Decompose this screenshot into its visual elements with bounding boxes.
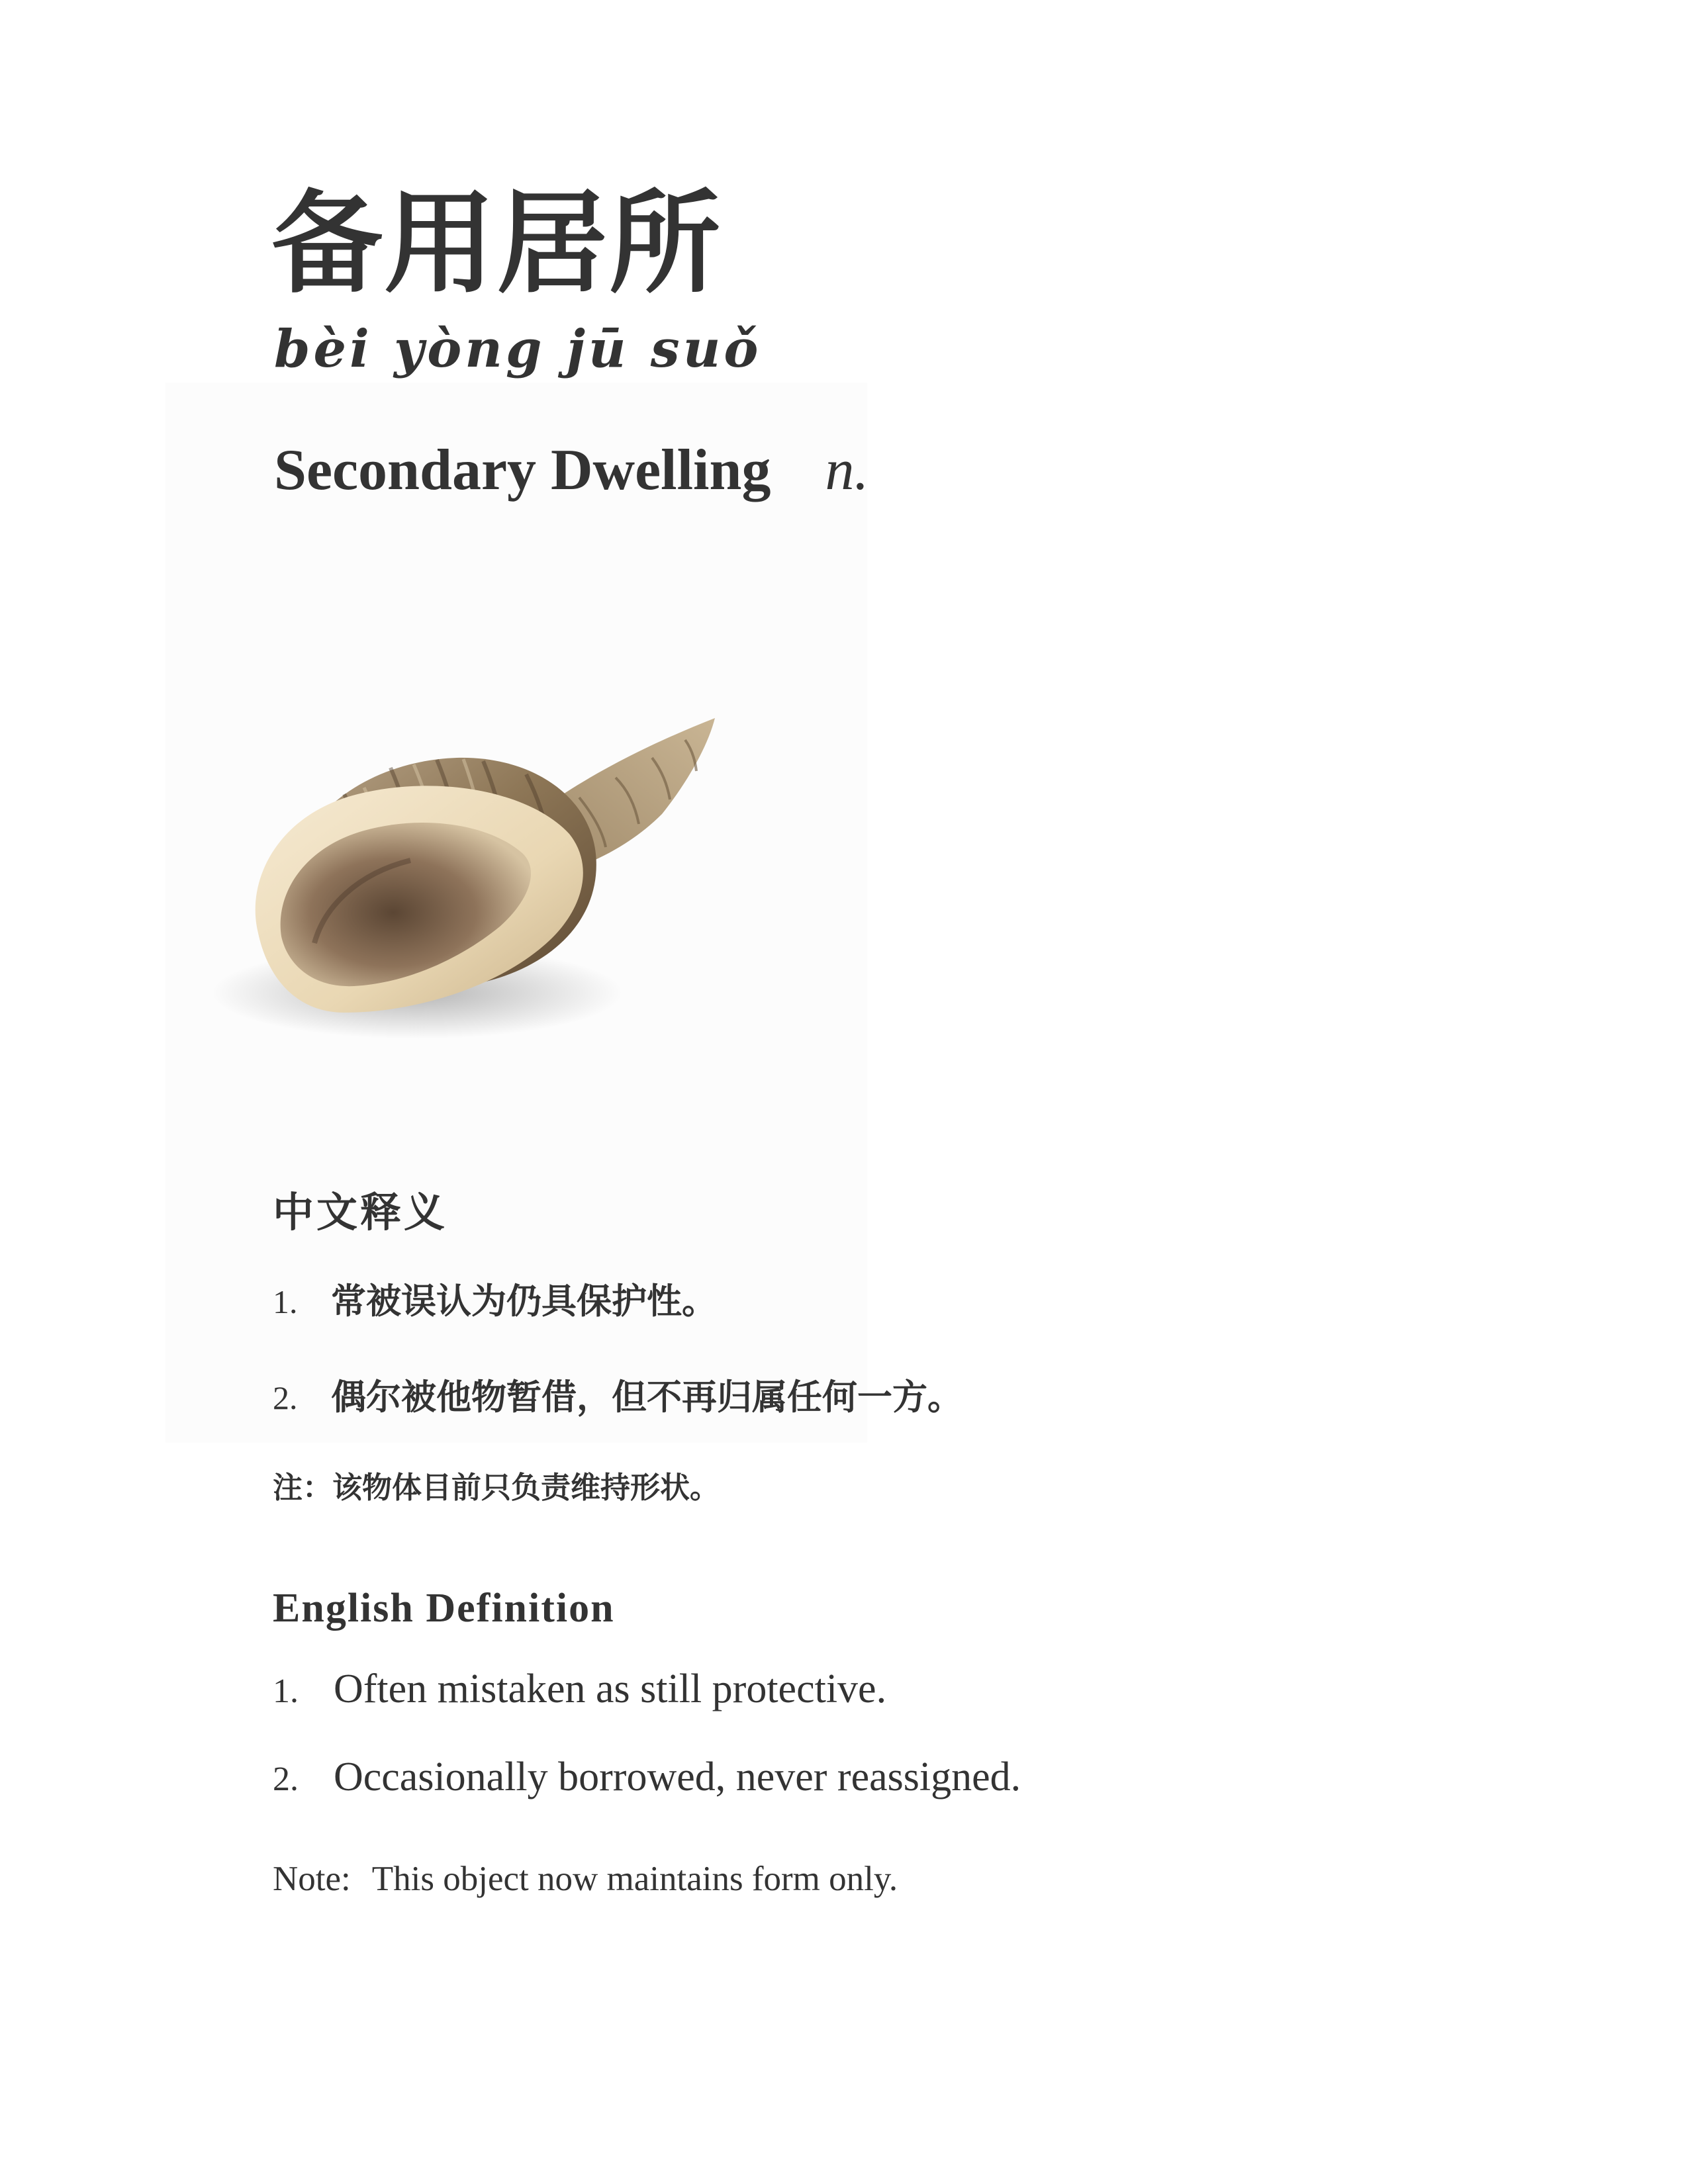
en-definition-item [273,1751,1021,1806]
headword-row [274,434,868,507]
en-note-label: Note: [273,1860,351,1898]
zh-definition-number: 1. [273,1283,298,1320]
en-note [273,1856,898,1902]
zh-definition-number: 2. [273,1379,298,1416]
zh-definition-item [273,1373,962,1422]
zh-definition-text: 常被误认为仍具保护性。 [331,1281,717,1322]
snail-shell-photo [199,682,768,1079]
en-definition-item [273,1662,886,1718]
entry-title-zh: 备用居所 [271,179,722,308]
en-definition-text: Often mistaken as still protective. [334,1666,887,1711]
en-definition-number: 1. [273,1672,299,1710]
zh-definition-text: 偶尔被他物暂借，但不再归属任何一方。 [331,1377,962,1418]
zh-definition-item [273,1277,717,1326]
en-definition-number: 2. [273,1760,299,1798]
zh-section-heading: 中文释义 [273,1188,448,1236]
zh-note: 注：该物体目前只负责维持形状。 [273,1470,720,1505]
entry-headword-en: Secondary Dwelling [274,438,771,502]
entry-pinyin: bèi yòng jū suǒ [274,319,762,379]
en-section-heading: English Definition [273,1586,615,1631]
en-definition-text: Occasionally borrowed, never reassigned. [334,1754,1021,1799]
part-of-speech: n. [825,438,869,502]
en-note-text: This object now maintains form only. [371,1860,898,1898]
